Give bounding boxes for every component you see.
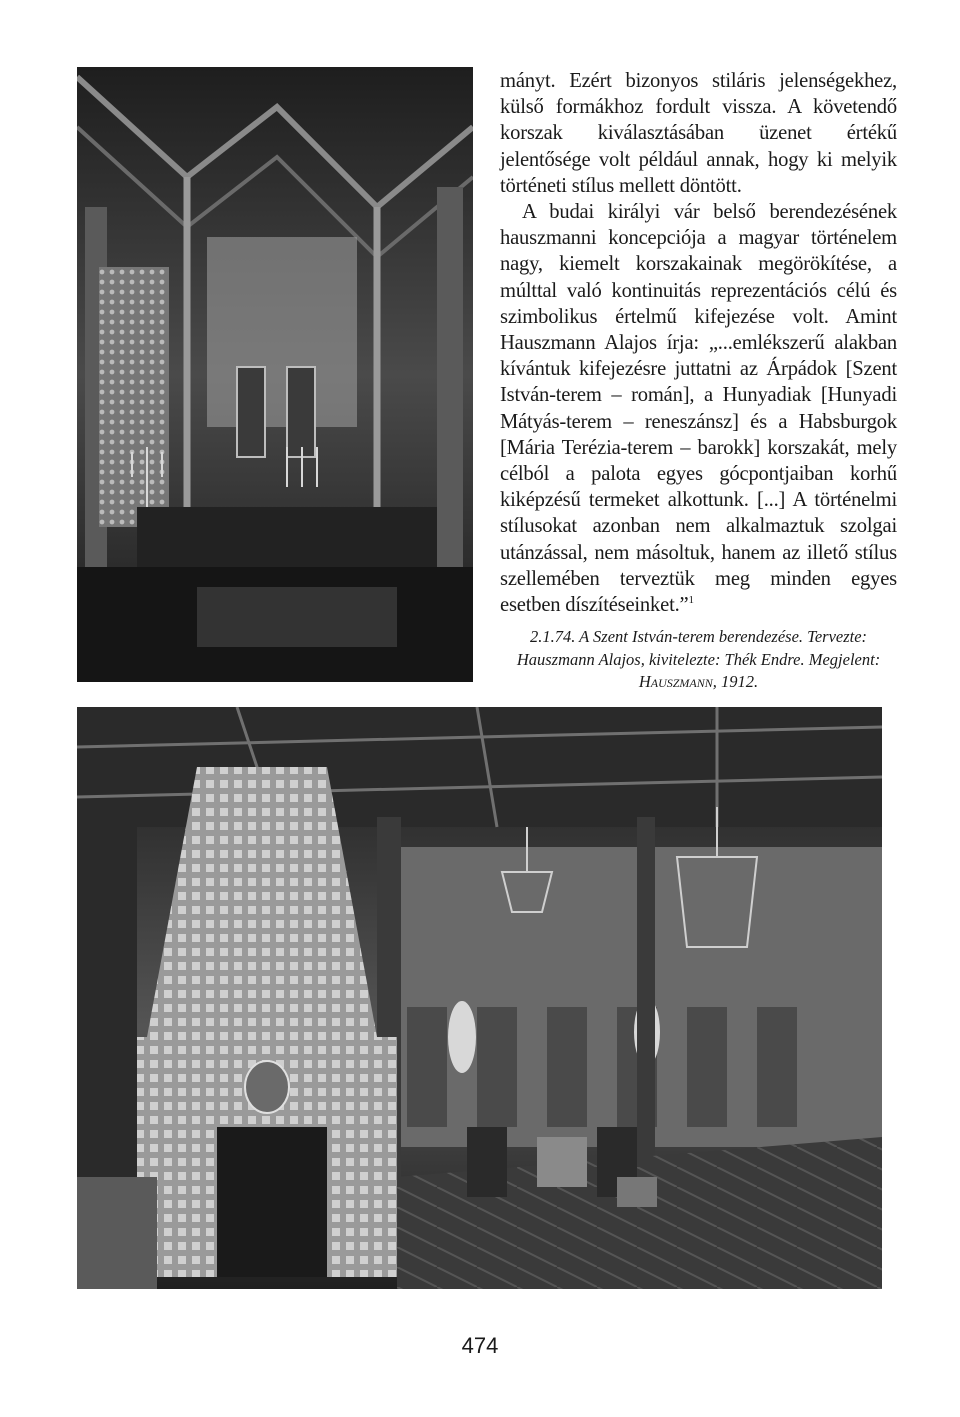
photo-szent-istvan-hall (77, 707, 882, 1289)
paragraph-2 (500, 199, 897, 618)
caption-source-name: Hauszmann (638, 672, 713, 691)
photo-interior-ceiling (77, 67, 473, 682)
paragraph-1: mányt. Ezért bizonyos stiláris jelenségekhez, külső formákhoz fordult vissza. A követendő korszak kiválasztásában üzenet értékű jelentősége volt például annak, hogy ki melyik történeti stílus mellett döntött. (500, 70, 897, 197)
body-text (500, 68, 897, 618)
paragraph-2-text: A budai királyi vár belső berendezésének hauszmanni koncepciója a magyar történelem nagy, kiemelt korszakainak megörökítése, a múlttal való kontinuitás reprezentációs célú és szimbolikus értelmű kifejezése volt. Amint Hauszmann Alajos írja: „...emlékszerű alakban kívántuk kifejezésre juttatni az Árpádok [Szent István-terem – román], a Hunyadiak [Hunyadi Mátyás-terem – reneszánsz] és a Habsburgok [Mária Terézia-terem – barokk] korszakát, mely célból a palota egyes gócpontjaiban korhű kiképzésű termeket alkottunk. [...] A történelmi stílusokat azonban nem alkalmaztuk szolgai utánzással, nem másoltuk, hanem az illető stílus szellemében terveztük meg minden egyes esetben díszítéseinket.” (500, 201, 897, 617)
caption-source-year: , 1912. (712, 672, 759, 691)
figure-caption (500, 626, 897, 694)
photo-szent-istvan-hall-drawing (77, 707, 882, 1289)
page-number: 474 (461, 1333, 499, 1358)
caption-text: 2.1.74. A Szent István-terem berendezése. Tervezte: Hauszmann Alajos, kivitelezte: Thék Endre. Megjelent: (516, 627, 881, 669)
footnote-mark: 1 (688, 594, 694, 607)
photo-interior-ceiling-drawing (77, 67, 473, 682)
